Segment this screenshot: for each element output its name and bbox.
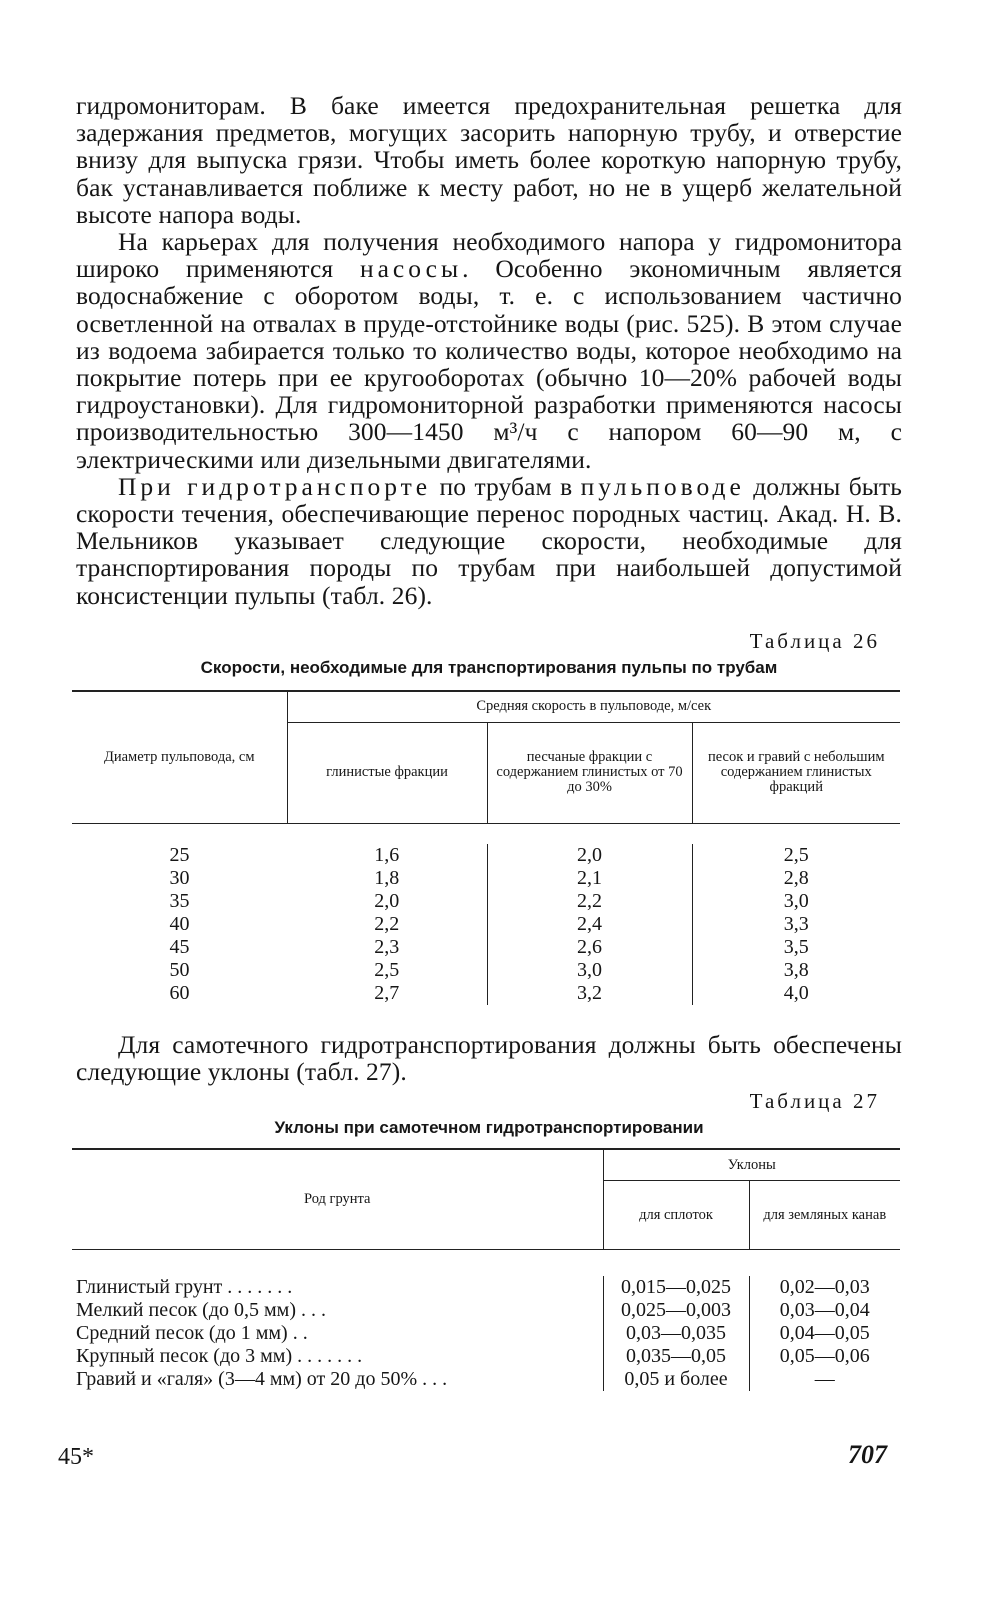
table-26-header-sand: песчаные фракции с содержанием глинистых от 70 до 30%: [487, 722, 692, 823]
paragraph-2-text: На карьерах для получения необходимого напора у гидромонитора широко применяются: [76, 227, 902, 284]
paragraph-3-text-cont: должны быть скорости течения, обеспечивающие перенос породных частиц. Акад. Н. В. Мельников указывает следующие скорости, необходимые для транспортирования породы по трубам при наибольшей допустимой консистенции пульпы (табл. 26).: [76, 471, 902, 610]
table-cell: Мелкий песок (до 0,5 мм) . . .: [72, 1299, 603, 1322]
paragraph-3-emphasis-1: При гидротранспорте: [118, 471, 432, 501]
table-cell: 3,0: [783, 889, 809, 912]
table-row: [72, 913, 900, 936]
table-27-title: Уклоны при самотечном гидротранспортировании: [274, 1118, 704, 1138]
table-row: [72, 982, 900, 1005]
table-row: [72, 867, 900, 890]
page-number: 707: [848, 1440, 887, 1469]
table-26-header-diameter: Диаметр пульповода, см: [72, 691, 287, 824]
table-cell: 0,05 и более: [603, 1368, 749, 1391]
table-cell: 2,7: [287, 982, 487, 1005]
paragraph-3-text: по трубам в: [431, 471, 581, 501]
table-cell: 2,2: [287, 913, 487, 936]
table-row: [72, 1276, 900, 1299]
table-cell: 2,8: [783, 866, 809, 889]
table-cell: 2,0: [487, 844, 692, 867]
table-cell: 2,2: [487, 890, 692, 913]
table-26-header-clay: глинистые фракции: [287, 722, 487, 823]
table-cell: 2,3: [287, 936, 487, 959]
paragraph-1: гидромониторам. В баке имеется предохранительная решетка для задержания предметов, могущих засорить напорную трубу, и отверстие внизу для выпуска грязи. Чтобы иметь более короткую напорную трубу, бак устанавливается поближе к месту работ, но не в ущерб желательной высоте напора воды.: [76, 91, 902, 229]
page-content: [76, 92, 902, 1391]
table-row: [72, 1299, 900, 1322]
table-26-label: Таблица 26: [749, 628, 880, 653]
table-cell: 0,04—0,05: [779, 1322, 870, 1345]
table-cell: 0,02—0,03: [779, 1276, 870, 1299]
table-cell: 2,6: [487, 936, 692, 959]
table-cell: 4,0: [783, 981, 809, 1004]
table-row: [72, 1368, 900, 1391]
table-cell: 3,0: [487, 959, 692, 982]
table-27-header-group: Уклоны: [603, 1149, 900, 1181]
paragraph-3-emphasis-2: пульповоде: [580, 471, 745, 501]
table-27-label: Таблица 27: [749, 1089, 880, 1114]
table-row: [72, 1345, 900, 1368]
table-27-header-flumes: для сплоток: [603, 1181, 749, 1250]
table-27-header-ditches: для земляных канав: [749, 1181, 900, 1250]
table-cell: 0,03—0,035: [603, 1322, 749, 1345]
table-cell: 2,5: [783, 843, 809, 866]
table-cell: Крупный песок (до 3 мм) . . . . . . .: [72, 1345, 603, 1368]
table-26: [72, 690, 900, 1005]
table-cell: 3,8: [783, 958, 809, 981]
table-cell: 2,5: [287, 959, 487, 982]
table-cell: 1,6: [287, 844, 487, 867]
table-26-header-group: Средняя скорость в пульповоде, м/сек: [287, 691, 900, 723]
paragraph-2-emphasis: насосы: [359, 254, 463, 284]
table-cell: Гравий и «галя» (3—4 мм) от 20 до 50% . . .: [72, 1368, 603, 1391]
paragraph-2: [76, 228, 902, 473]
table-cell: 0,025—0,003: [603, 1299, 749, 1322]
table-26-header-gravel: песок и гравий с небольшим содержанием глинистых фракций: [692, 722, 900, 823]
table-cell: 3,5: [783, 935, 809, 958]
paragraph-2-text-cont: . Особенно экономичным является водоснабжение с оборотом воды, т. е. с использованием частично осветленной на отвалах в пруде-отстойнике воды (рис. 525). В этом случае из водоема забирается только то количество воды, которое необходимо на покрытие потерь при ее кругооборотах (обычно 10—20% рабочей воды гидроустановки). Для гидромониторной разработки применяются насосы производительностью 300—1450 м³/ч с напором 60—90 м, с электрическими или дизельными двигателями.: [76, 254, 902, 474]
table-row: [72, 844, 900, 867]
table-26-title: Скорости, необходимые для транспортирования пульпы по трубам: [200, 657, 778, 677]
table-cell: 30: [169, 866, 190, 889]
table-cell: 2,1: [487, 867, 692, 890]
table-row: [72, 890, 900, 913]
table-27-header-soil: Род грунта: [72, 1149, 603, 1250]
table-row: [72, 959, 900, 982]
table-cell: Средний песок (до 1 мм) . .: [72, 1322, 603, 1345]
table-27: [72, 1148, 900, 1391]
table-cell: 3,2: [487, 982, 692, 1005]
table-cell: 25: [169, 843, 190, 866]
table-cell: 1,8: [287, 867, 487, 890]
table-cell: 2,0: [287, 890, 487, 913]
paragraph-4: Для самотечного гидротранспортирования должны быть обеспечены следующие уклоны (табл. 27).: [76, 1029, 902, 1087]
table-cell: 60: [169, 981, 190, 1004]
table-cell: 40: [169, 912, 190, 935]
table-cell: 0,03—0,04: [779, 1299, 870, 1322]
table-row: [72, 1322, 900, 1345]
table-cell: 2,4: [487, 913, 692, 936]
paragraph-3: [76, 473, 902, 609]
table-cell: 0,015—0,025: [603, 1276, 749, 1299]
table-cell: 0,035—0,05: [603, 1345, 749, 1368]
table-cell: 3,3: [783, 912, 809, 935]
signature-mark: 45*: [58, 1444, 94, 1470]
table-row: [72, 936, 900, 959]
table-cell: 50: [169, 958, 190, 981]
table-cell: 35: [169, 889, 190, 912]
table-cell: 45: [169, 935, 190, 958]
table-cell: 0,05—0,06: [779, 1345, 870, 1368]
table-cell: —: [814, 1368, 835, 1391]
table-cell: Глинистый грунт . . . . . . .: [72, 1276, 603, 1299]
